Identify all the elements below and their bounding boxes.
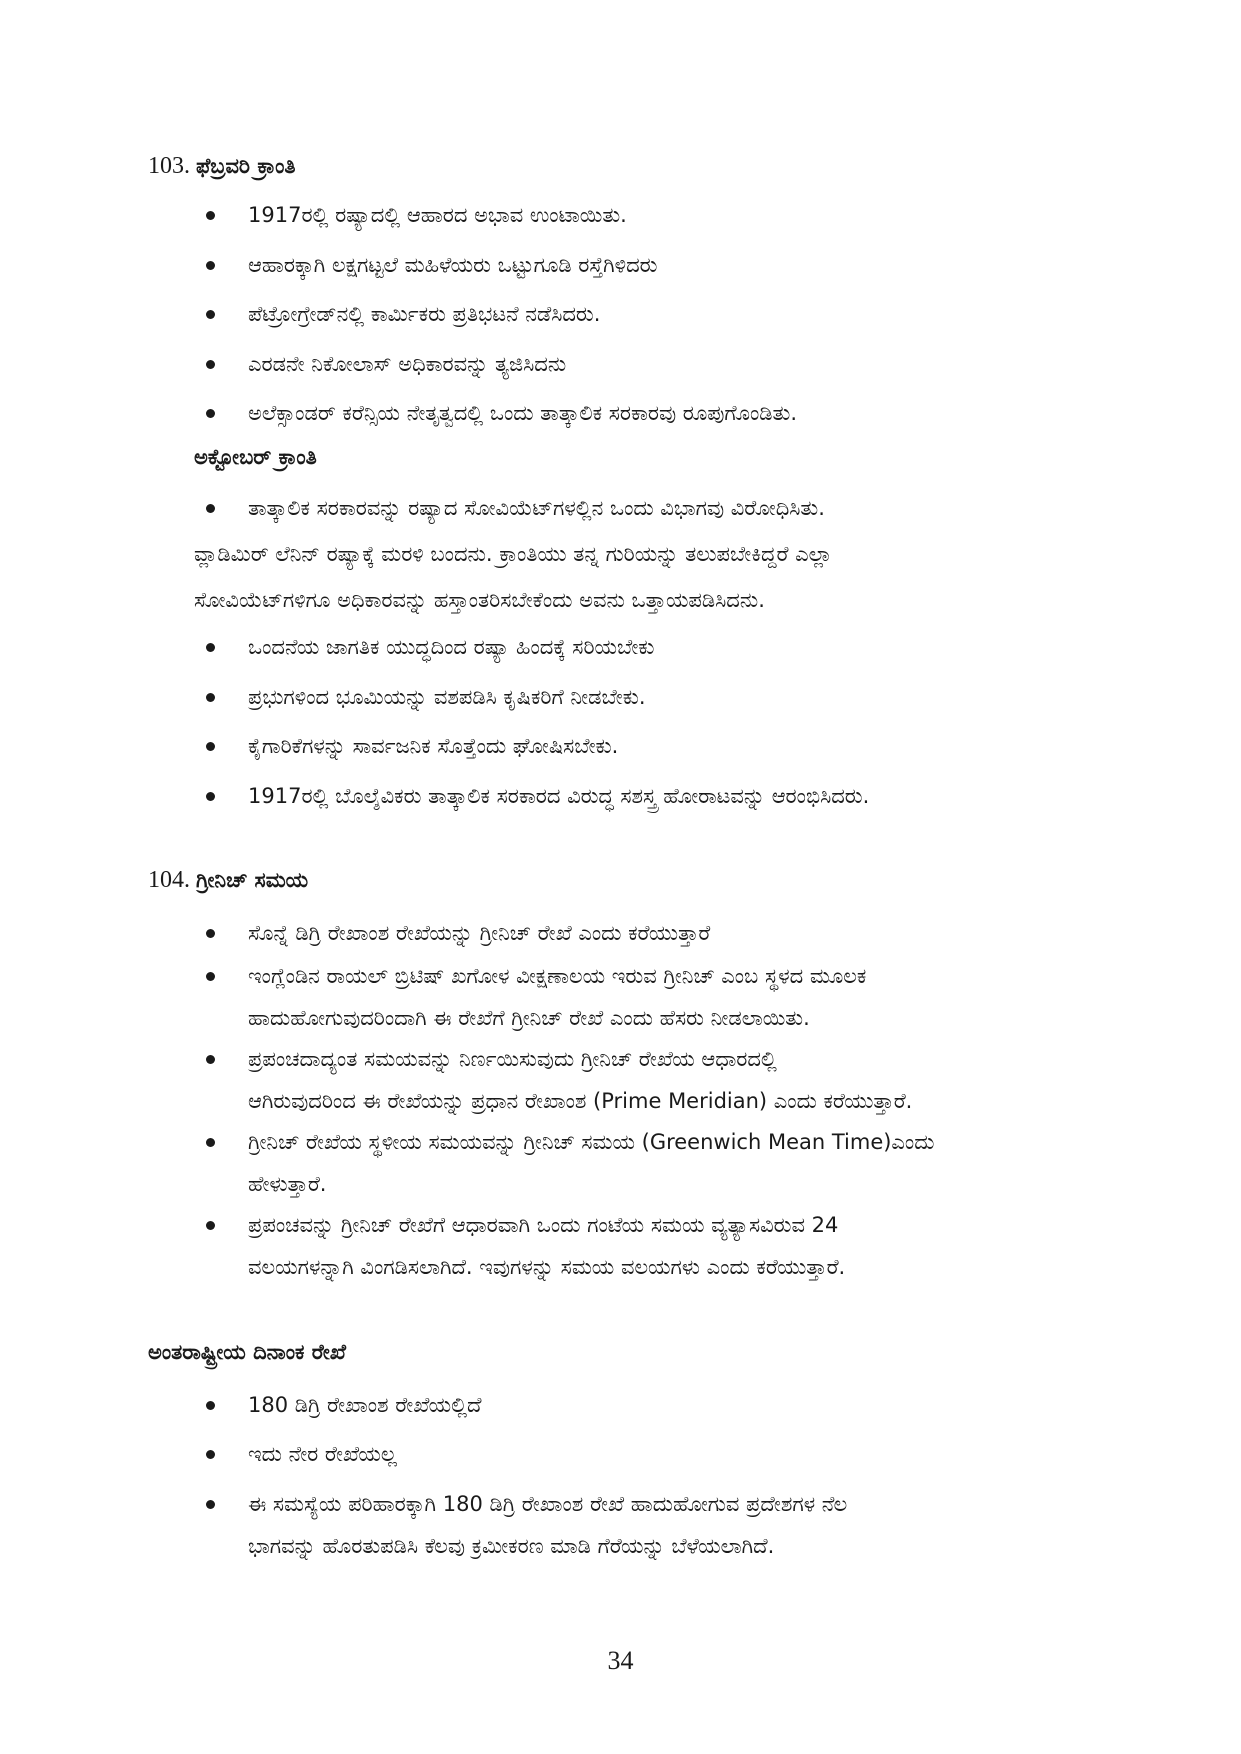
bullet-icon [206,792,215,801]
bullet-icon [206,409,215,418]
bullet-icon [206,643,215,652]
bullet-icon [206,693,215,702]
list-item-continuation: ವಲಯಗಳನ್ನಾಗಿ ವಿಂಗಡಿಸಲಾಗಿದೆ. ಇವುಗಳನ್ನು ಸಮಯ ವಲಯಗಳು ಎಂದು ಕರೆಯುತ್ತಾರೆ. [248,1255,846,1279]
list-item: ಸೊನ್ನೆ ಡಿಗ್ರಿ ರೇಖಾಂಶ ರೇಖೆಯನ್ನು ಗ್ರೀನಿಚ್ ರೇಖೆ ಎಂದು ಕರೆಯುತ್ತಾರೆ [248,921,711,945]
bullet-icon [206,929,215,938]
section-103-heading [148,151,296,181]
list-item-continuation: ಹಾದುಹೋಗುವುದರಿಂದಾಗಿ ಈ ರೇಖೆಗೆ ಗ್ರೀನಿಚ್ ರೇಖೆ ಎಂದು ಹೆಸರು ನೀಡಲಾಯಿತು. [248,1006,810,1030]
paragraph-line: ವ್ಲಾಡಿಮಿರ್ ಲೆನಿನ್ ರಷ್ಯಾಕ್ಕೆ ಮರಳಿ ಬಂದನು. ಕ್ರಾಂತಿಯು ತನ್ನ ಗುರಿಯನ್ನು ತಲುಪಬೇಕಿದ್ದರೆ ಎಲ್ಲಾ [194,542,833,566]
list-item: ಈ ಸಮಸ್ಯೆಯ ಪರಿಹಾರಕ್ಕಾಗಿ 180 ಡಿಗ್ರಿ ರೇಖಾಂಶ ರೇಖೆ ಹಾದುಹೋಗುವ ಪ್ರದೇಶಗಳ ನೆಲ [248,1492,848,1516]
bullet-icon [206,1500,215,1509]
list-item: ಪ್ರಪಂಚದಾದ್ಯಂತ ಸಮಯವನ್ನು ನಿರ್ಣಯಿಸುವುದು ಗ್ರೀನಿಚ್ ರೇಖೆಯ ಆಧಾರದಲ್ಲಿ [248,1047,777,1071]
bullet-icon [206,1138,215,1147]
bullet-icon [206,310,215,319]
bullet-icon [206,504,215,513]
list-item: ಎರಡನೇ ನಿಕೋಲಾಸ್ ಅಧಿಕಾರವನ್ನು ತ್ಯಜಿಸಿದನು [248,352,567,376]
section-number: 104. [148,867,190,893]
list-item: 1917ರಲ್ಲಿ ಬೊಲ್ಶೆವಿಕರು ತಾತ್ಕಾಲಿಕ ಸರಕಾರದ ವಿರುದ್ಧ ಸಶಸ್ತ್ರ ಹೋರಾಟವನ್ನು ಆರಂಭಿಸಿದರು. [248,784,870,808]
list-item-continuation: ಭಾಗವನ್ನು ಹೊರತುಪಡಿಸಿ ಕೆಲವು ಕ್ರಮೀಕರಣ ಮಾಡಿ ಗೆರೆಯನ್ನು ಬೆಳೆಯಲಾಗಿದೆ. [248,1534,775,1558]
october-heading: ಅಕ್ಟೋಬರ್ ಕ್ರಾಂತಿ [194,445,317,469]
section-104-heading [148,865,308,895]
list-item-continuation: ಆಗಿರುವುದರಿಂದ ಈ ರೇಖೆಯನ್ನು ಪ್ರಧಾನ ರೇಖಾಂಶ (Prime Meridian) ಎಂದು ಕರೆಯುತ್ತಾರೆ. [248,1089,913,1113]
list-item: ಅಲೆಕ್ಸಾಂಡರ್ ಕರೆನ್ಸಿಯ ನೇತೃತ್ವದಲ್ಲಿ ಒಂದು ತಾತ್ಕಾಲಿಕ ಸರಕಾರವು ರೂಪುಗೊಂಡಿತು. [248,401,798,425]
list-item: 180 ಡಿಗ್ರಿ ರೇಖಾಂಶ ರೇಖೆಯಲ್ಲಿದೆ [248,1393,482,1417]
section-title: ಫೆಬ್ರವರಿ ಕ್ರಾಂತಿ [196,154,296,178]
paragraph-line: ಸೋವಿಯೆಟ್‌ಗಳಿಗೂ ಅಧಿಕಾರವನ್ನು ಹಸ್ತಾಂತರಿಸಬೇಕೆಂದು ಅವನು ಒತ್ತಾಯಪಡಿಸಿದನು. [194,588,765,612]
list-item: ಒಂದನೆಯ ಜಾಗತಿಕ ಯುದ್ಧದಿಂದ ರಷ್ಯಾ ಹಿಂದಕ್ಕೆ ಸರಿಯಬೇಕು [248,635,655,659]
bullet-icon [206,360,215,369]
list-item: ತಾತ್ಕಾಲಿಕ ಸರಕಾರವನ್ನು ರಷ್ಯಾದ ಸೋವಿಯೆಟ್‌ಗಳಲ್ಲಿನ ಒಂದು ವಿಭಾಗವು ವಿರೋಧಿಸಿತು. [248,496,825,520]
list-item: ಕೈಗಾರಿಕೆಗಳನ್ನು ಸಾರ್ವಜನಿಕ ಸೊತ್ತೆಂದು ಘೋಷಿಸಬೇಕು. [248,734,619,758]
bullet-icon [206,972,215,981]
list-item: ಇಂಗ್ಲೆಂಡಿನ ರಾಯಲ್ ಬ್ರಿಟಿಷ್ ಖಗೋಳ ವೀಕ್ಷಣಾಲಯ ಇರುವ ಗ್ರೀನಿಚ್ ಎಂಬ ಸ್ಥಳದ ಮೂಲಕ [248,964,867,988]
list-item: ಆಹಾರಕ್ಕಾಗಿ ಲಕ್ಷಗಟ್ಟಲೆ ಮಹಿಳೆಯರು ಒಟ್ಟುಗೂಡಿ ರಸ್ತೆಗಿಳಿದರು [248,253,658,277]
bullet-icon [206,1221,215,1230]
list-item: ಪೆಟ್ರೋಗ್ರೇಡ್‌ನಲ್ಲಿ ಕಾರ್ಮಿಕರು ಪ್ರತಿಭಟನೆ ನಡೆಸಿದರು. [248,302,601,326]
idl-heading: ಅಂತರಾಷ್ಟ್ರೀಯ ದಿನಾಂಕ ರೇಖೆ [148,1340,346,1364]
list-item: ಗ್ರೀನಿಚ್ ರೇಖೆಯ ಸ್ಥಳೀಯ ಸಮಯವನ್ನು ಗ್ರೀನಿಚ್ ಸಮಯ (Greenwich Mean Time)ಎಂದು [248,1130,935,1154]
list-item-continuation: ಹೇಳುತ್ತಾರೆ. [248,1172,327,1196]
section-number: 103. [148,153,190,179]
bullet-icon [206,1401,215,1410]
bullet-icon [206,1055,215,1064]
list-item: ಇದು ನೇರ ರೇಖೆಯಲ್ಲ [248,1442,397,1466]
list-item: ಪ್ರಪಂಚವನ್ನು ಗ್ರೀನಿಚ್ ರೇಖೆಗೆ ಆಧಾರವಾಗಿ ಒಂದು ಗಂಟೆಯ ಸಮಯ ವ್ಯತ್ಯಾಸವಿರುವ 24 [248,1213,839,1237]
bullet-icon [206,211,215,220]
bullet-icon [206,742,215,751]
page-number: 34 [607,1646,634,1675]
bullet-icon [206,1450,215,1459]
section-title: ಗ್ರೀನಿಚ್ ಸಮಯ [196,868,309,892]
list-item: ಪ್ರಭುಗಳಿಂದ ಭೂಮಿಯನ್ನು ವಶಪಡಿಸಿ ಕೃಷಿಕರಿಗೆ ನೀಡಬೇಕು. [248,685,646,709]
list-item: 1917ರಲ್ಲಿ ರಷ್ಯಾದಲ್ಲಿ ಆಹಾರದ ಅಭಾವ ಉಂಟಾಯಿತು. [248,203,627,227]
bullet-icon [206,261,215,270]
